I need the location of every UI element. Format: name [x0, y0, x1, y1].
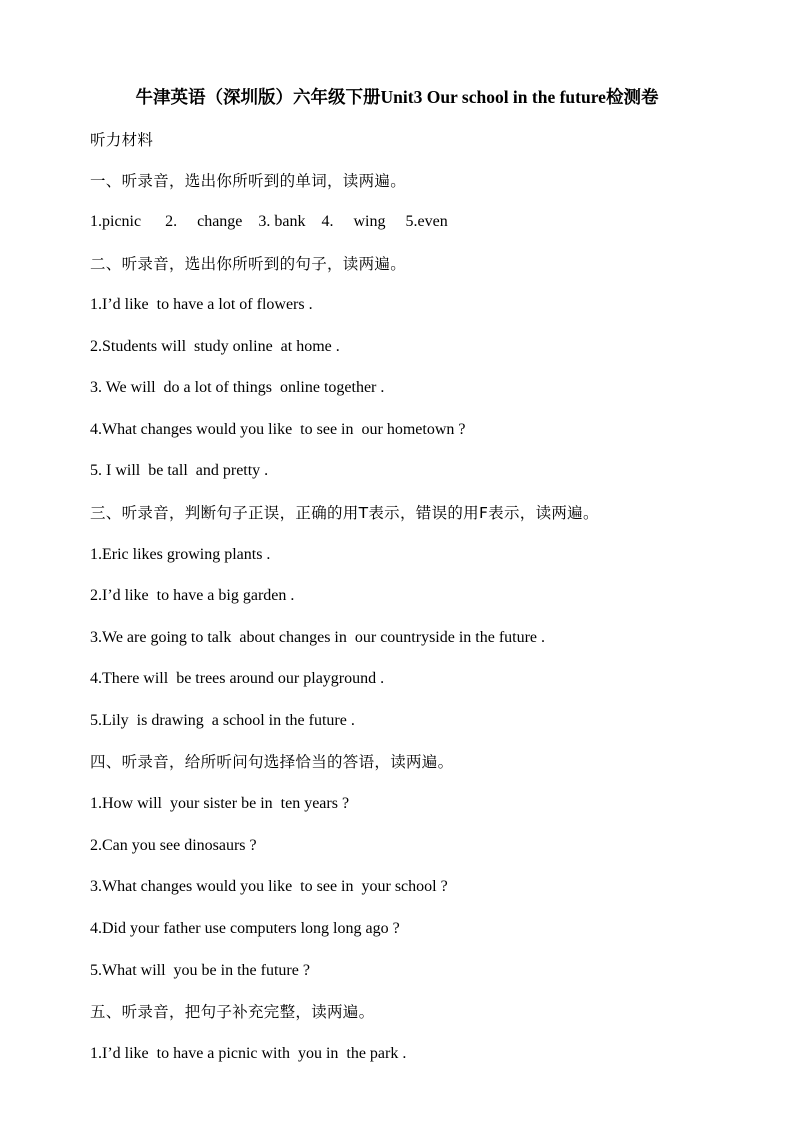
- section-5-item: 1.I’d like to have a picnic with you in the park .: [90, 1045, 407, 1062]
- section-2-heading: 二、听录音，选出你所听到的句子，读两遍。: [90, 255, 407, 273]
- section-2-item: 5. I will be tall and pretty .: [90, 462, 269, 479]
- section-5-heading: 五、听录音，把句子补充完整，读两遍。: [90, 1003, 375, 1021]
- section-2-item: 2.Students will study online at home .: [90, 338, 340, 355]
- section-4-item: 5.What will you be in the future ?: [90, 962, 310, 979]
- section-4-heading: 四、听录音，给所听问句选择恰当的答语，读两遍。: [90, 753, 454, 771]
- section-2-item: 1.I’d like to have a lot of flowers .: [90, 296, 313, 313]
- listening-material-label: 听力材料: [90, 131, 154, 149]
- section-1-word-list: 1.picnic 2. change 3. bank 4. wing 5.even: [90, 213, 448, 230]
- section-4-item: 2.Can you see dinosaurs ?: [90, 837, 257, 854]
- document-title: 牛津英语（深圳版）六年级下册Unit3 Our school in the future检测卷: [135, 87, 659, 107]
- section-1-heading: 一、听录音，选出你所听到的单词，读两遍。: [90, 172, 407, 190]
- section-3-heading: 三、听录音，判断句子正误，正确的用T表示，错误的用F表示，读两遍。: [90, 504, 599, 522]
- section-3-item: 2.I’d like to have a big garden .: [90, 587, 295, 604]
- section-4-item: 4.Did your father use computers long long ago ?: [90, 920, 400, 937]
- section-3-item: 1.Eric likes growing plants .: [90, 546, 271, 563]
- section-2-item: 4.What changes would you like to see in our hometown ?: [90, 421, 466, 438]
- section-3-item: 3.We are going to talk about changes in our countryside in the future .: [90, 629, 546, 646]
- section-3-item: 5.Lily is drawing a school in the future .: [90, 712, 355, 729]
- section-3-item: 4.There will be trees around our playground .: [90, 670, 385, 687]
- section-4-item: 1.How will your sister be in ten years ?: [90, 795, 350, 812]
- section-2-item: 3. We will do a lot of things online together .: [90, 379, 385, 396]
- section-4-item: 3.What changes would you like to see in your school ?: [90, 878, 448, 895]
